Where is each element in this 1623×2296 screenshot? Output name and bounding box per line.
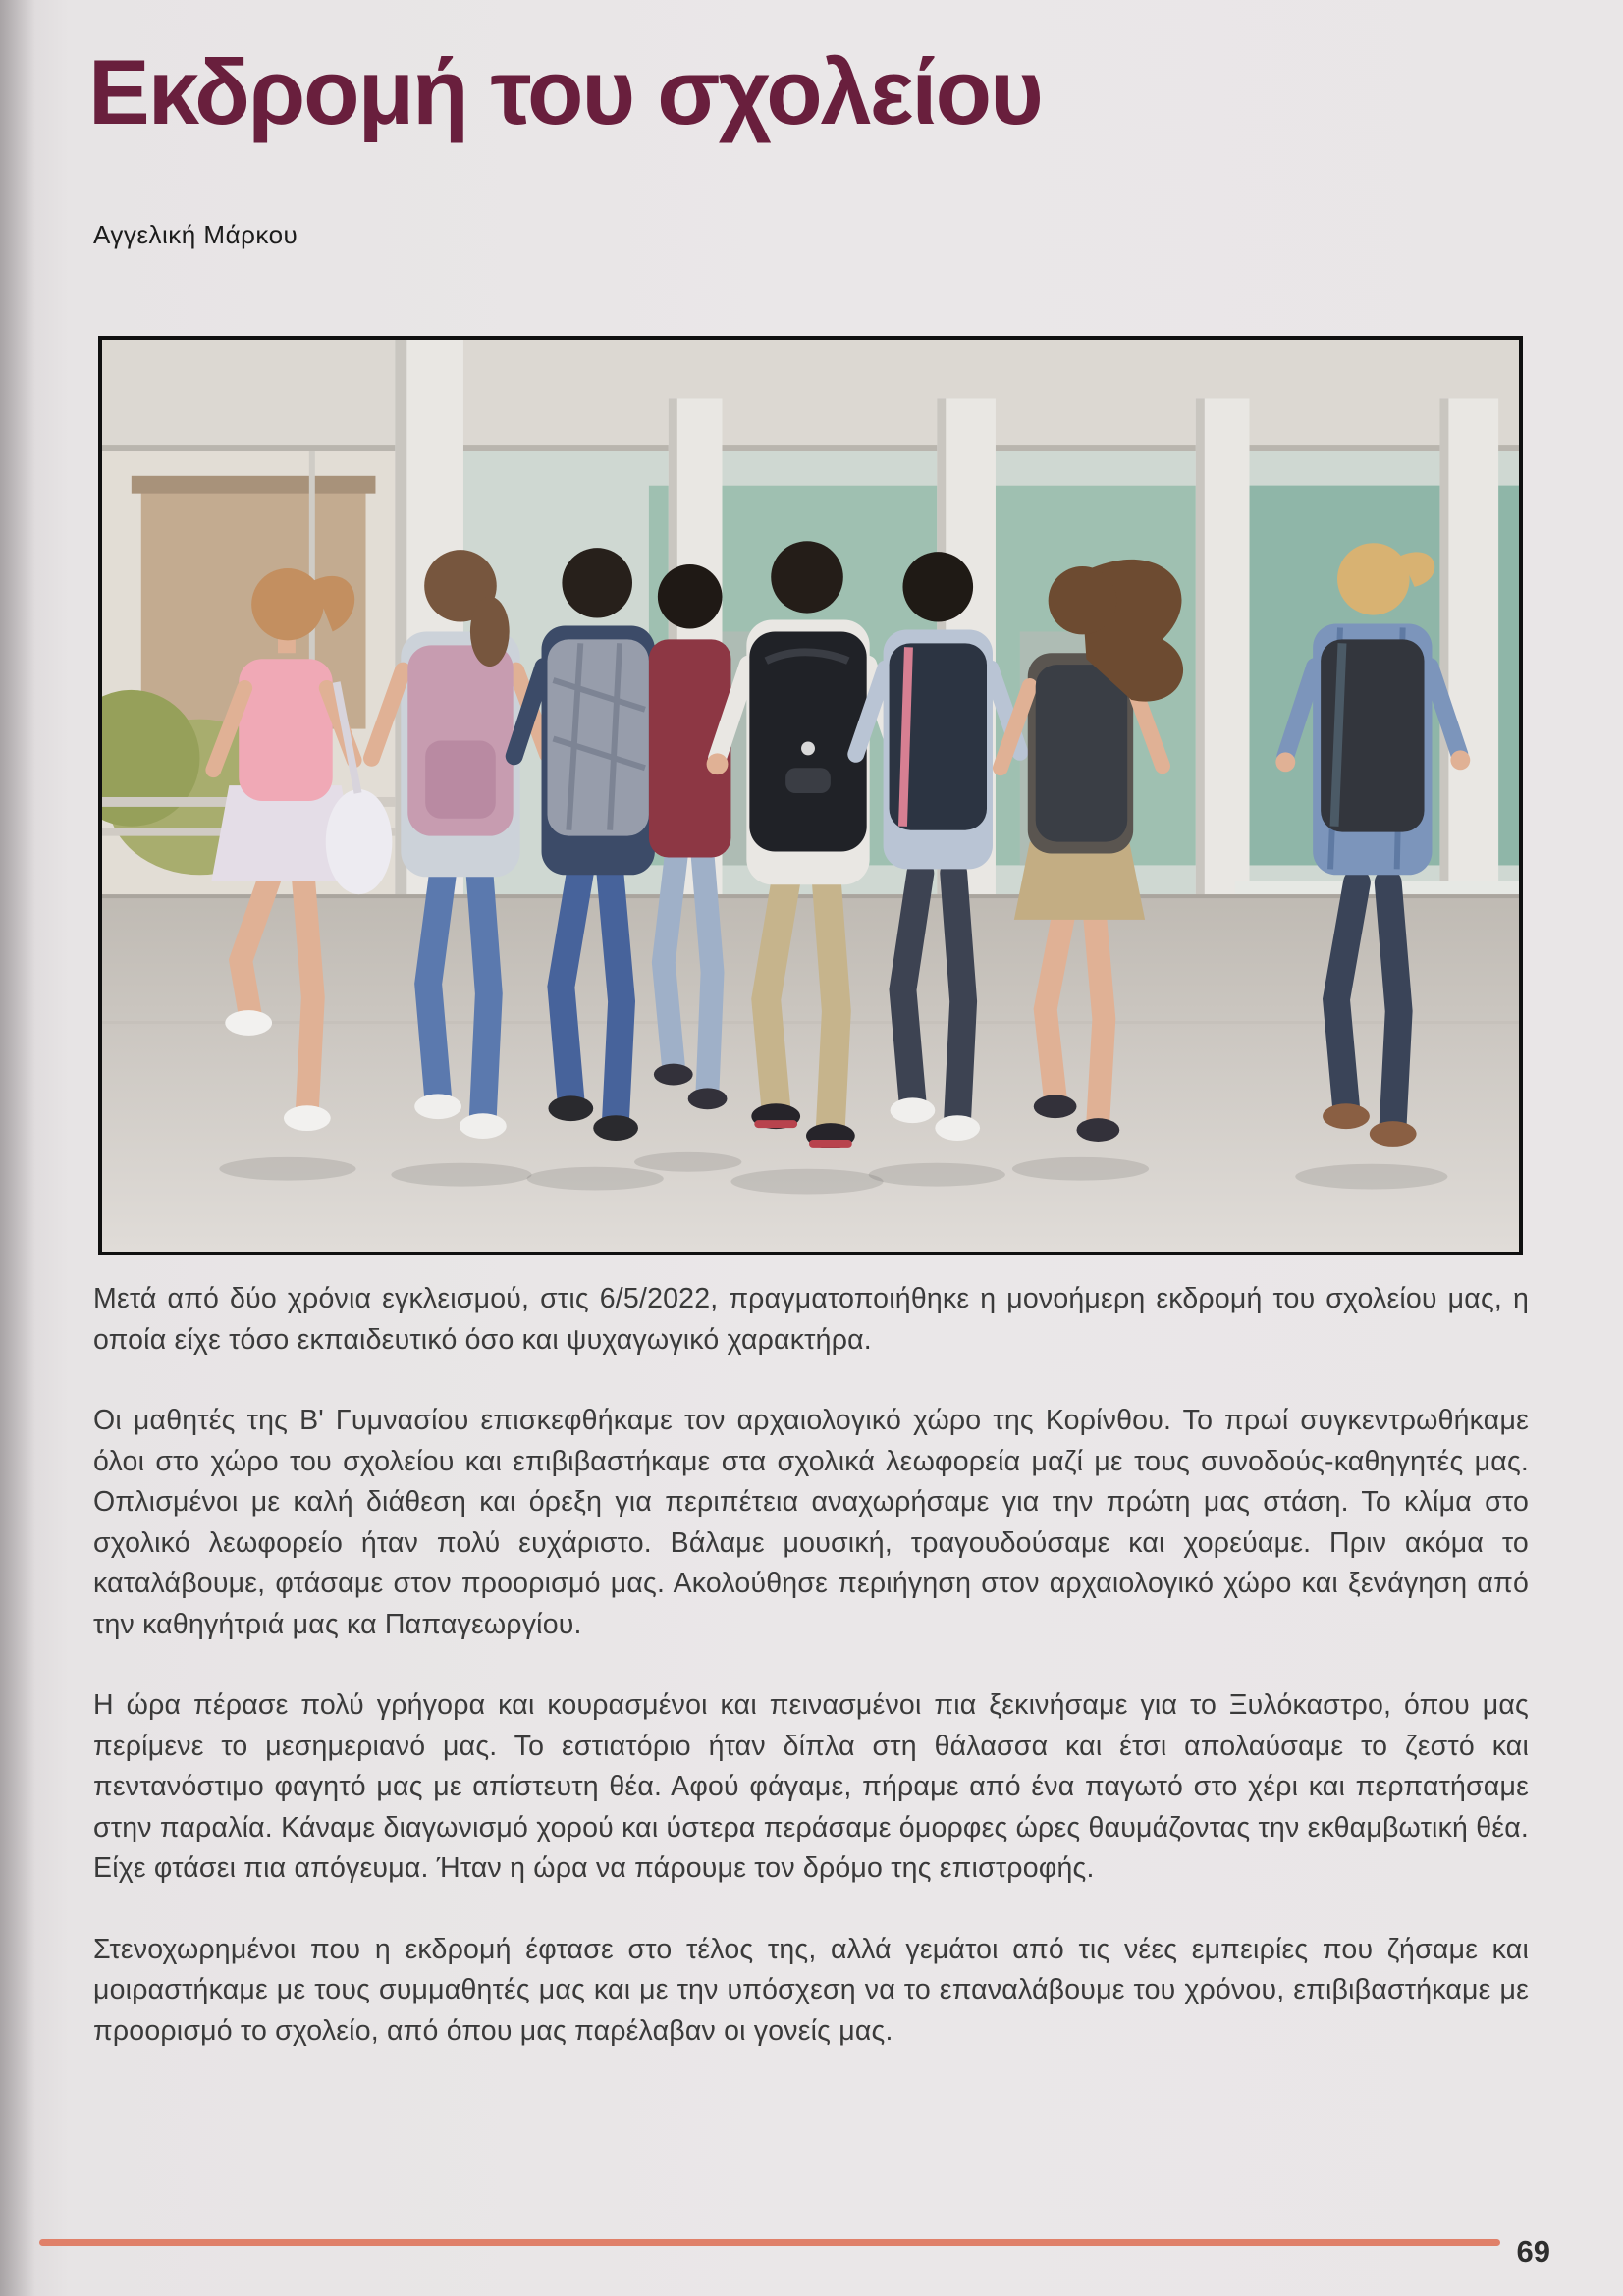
article-paragraph-4: Στενοχωρημένοι που η εκδρομή έφτασε στο τέλος της, αλλά γεμάτοι από τις νέες εμπειρίες που ζήσαμε και μοιραστήκαμε με τους συμμαθητές μας και με την υπόσχεση να το επαναλάβουμε του χρόνου, επιβιβαστήκαμε με προορισμό το σχολείο, από όπου μας παρέλαβαν οι γονείς μας. (93, 1933, 1529, 2047)
page-title: Εκδρομή του σχολείου (88, 40, 1042, 143)
page-number: 69 (1516, 2234, 1550, 2269)
article-author: Αγγελική Μάρκου (93, 220, 298, 249)
article-paragraph-2: Οι μαθητές της Β' Γυμνασίου επισκεφθήκαμε τον αρχαιολογικό χώρο της Κορίνθου. Το πρωί συγκεντρωθήκαμε όλοι στο χώρο του σχολείου και επιβιβαστήκαμε στα σχολικά λεωφορεία μαζί με τους συνοδούς-καθηγητές μας. Οπλισμένοι με καλή διάθεση και όρεξη για περιπέτεια αναχωρήσαμε για την πρώτη μας στάση. Το κλίμα στο σχολικό λεωφορείο ήταν πολύ ευχάριστο. Βάλαμε μουσική, τραγουδούσαμε και χορεύαμε. Πριν ακόμα το καταλάβουμε, φτάσαμε στον προορισμό μας. Ακολούθησε περιήγηση στον αρχαιολογικό χώρο και ξενάγηση από την καθηγήτριά μας κα Παπαγεωργίου. (93, 1405, 1529, 1640)
footer-accent-line (39, 2239, 1500, 2246)
article-photo (98, 336, 1523, 1255)
photo-illustration (102, 340, 1519, 1252)
article-paragraph-1: Μετά από δύο χρόνια εγκλεισμού, στις 6/5/2022, πραγματοποιήθηκε η μονοήμερη εκδρομή του σχολείου μας, η οποία είχε τόσο εκπαιδευτικό όσο και ψυχαγωγικό χαρακτήρα. (93, 1283, 1529, 1356)
article-paragraph-3: Η ώρα πέρασε πολύ γρήγορα και κουρασμένοι και πεινασμένοι πια ξεκινήσαμε για το Ξυλόκαστρο, όπου μας περίμενε το μεσημεριανό μας. Το εστιατόριο ήταν δίπλα στη θάλασσα και έτσι απολαύσαμε το ζεστό και πεντανόστιμο φαγητό μας με απίστευτη θέα. Αφού φάγαμε, πήραμε από ένα παγωτό στο χέρι και περπατήσαμε στην παραλία. Κάναμε διαγωνισμό χορού και ύστερα περάσαμε όμορφες ώρες θαυμάζοντας την εκθαμβωτική θέα. Είχε φτάσει πια απόγευμα. Ήταν η ώρα να πάρουμε τον δρόμο της επιστροφής. (93, 1689, 1529, 1884)
article-body (93, 1279, 1529, 2052)
page-edge-shadow (0, 0, 35, 2296)
